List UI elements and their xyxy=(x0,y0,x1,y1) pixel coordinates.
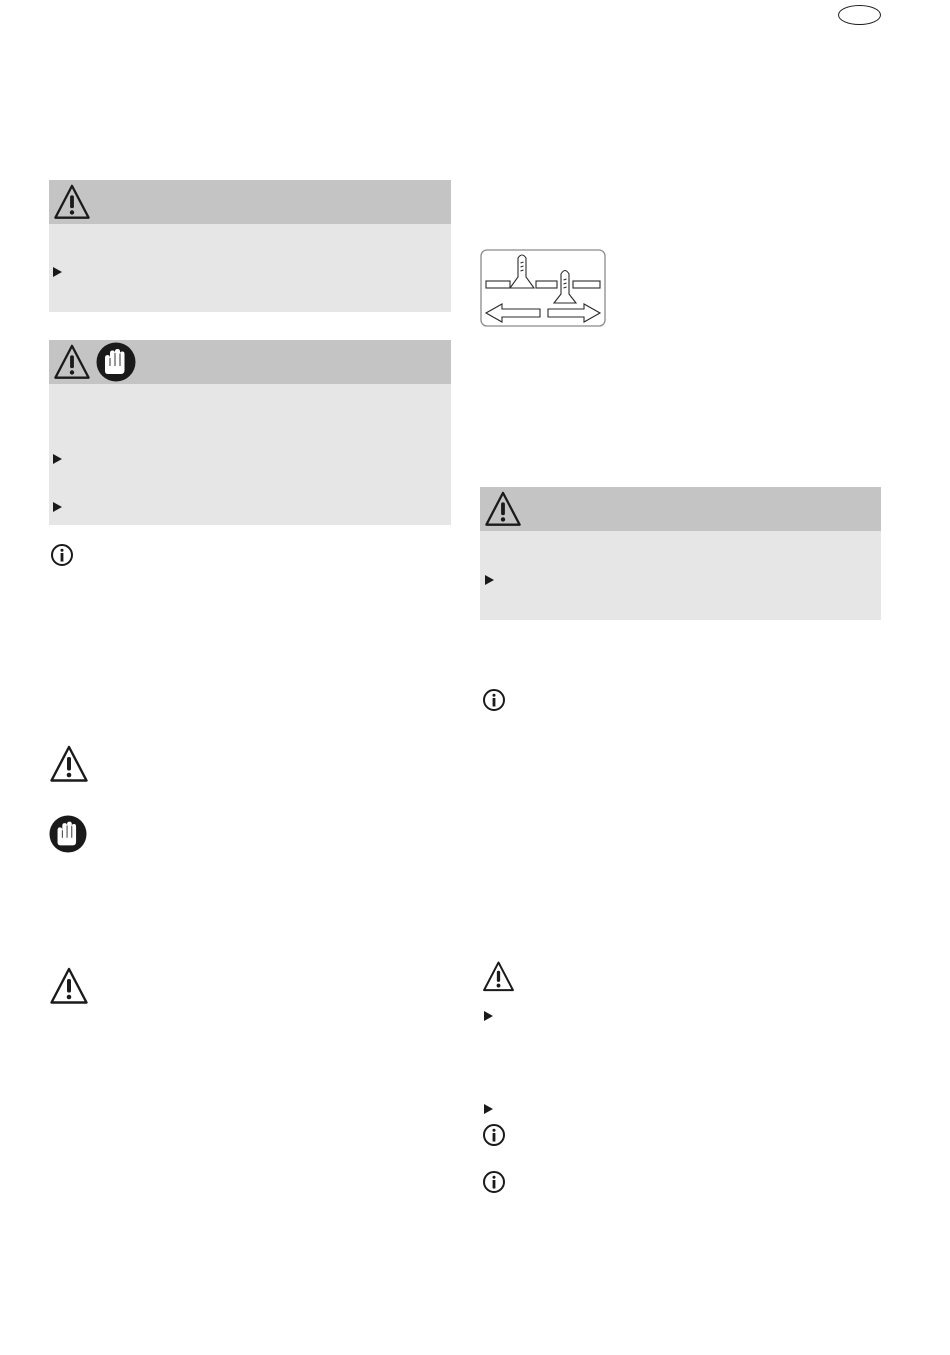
gloves-icon xyxy=(96,342,136,382)
warning-triangle-icon xyxy=(49,744,89,784)
gloves-icon xyxy=(49,815,87,853)
warning-box-1-header xyxy=(49,180,451,224)
bullet-marker xyxy=(53,454,62,464)
warning-box-3-body xyxy=(480,531,881,620)
bullet-marker xyxy=(485,575,494,585)
bullet-marker xyxy=(484,1011,493,1021)
warning-triangle-icon xyxy=(484,490,522,528)
bullet-marker xyxy=(53,267,62,277)
bullet-marker xyxy=(53,502,62,512)
info-icon xyxy=(482,1170,506,1194)
language-badge xyxy=(838,5,881,25)
warning-triangle-icon xyxy=(482,960,515,993)
info-icon xyxy=(50,543,74,567)
warning-triangle-icon xyxy=(49,966,89,1006)
warning-triangle-icon xyxy=(53,183,91,221)
bullet-marker xyxy=(484,1104,493,1114)
info-icon xyxy=(482,688,506,712)
warning-box-2-body xyxy=(49,384,451,525)
blade-position-diagram-icon xyxy=(480,249,606,327)
warning-triangle-icon xyxy=(53,343,91,381)
info-icon xyxy=(482,1123,506,1147)
warning-box-3-header xyxy=(480,487,881,531)
warning-box-2-header xyxy=(49,340,451,384)
warning-box-1-body xyxy=(49,224,451,312)
